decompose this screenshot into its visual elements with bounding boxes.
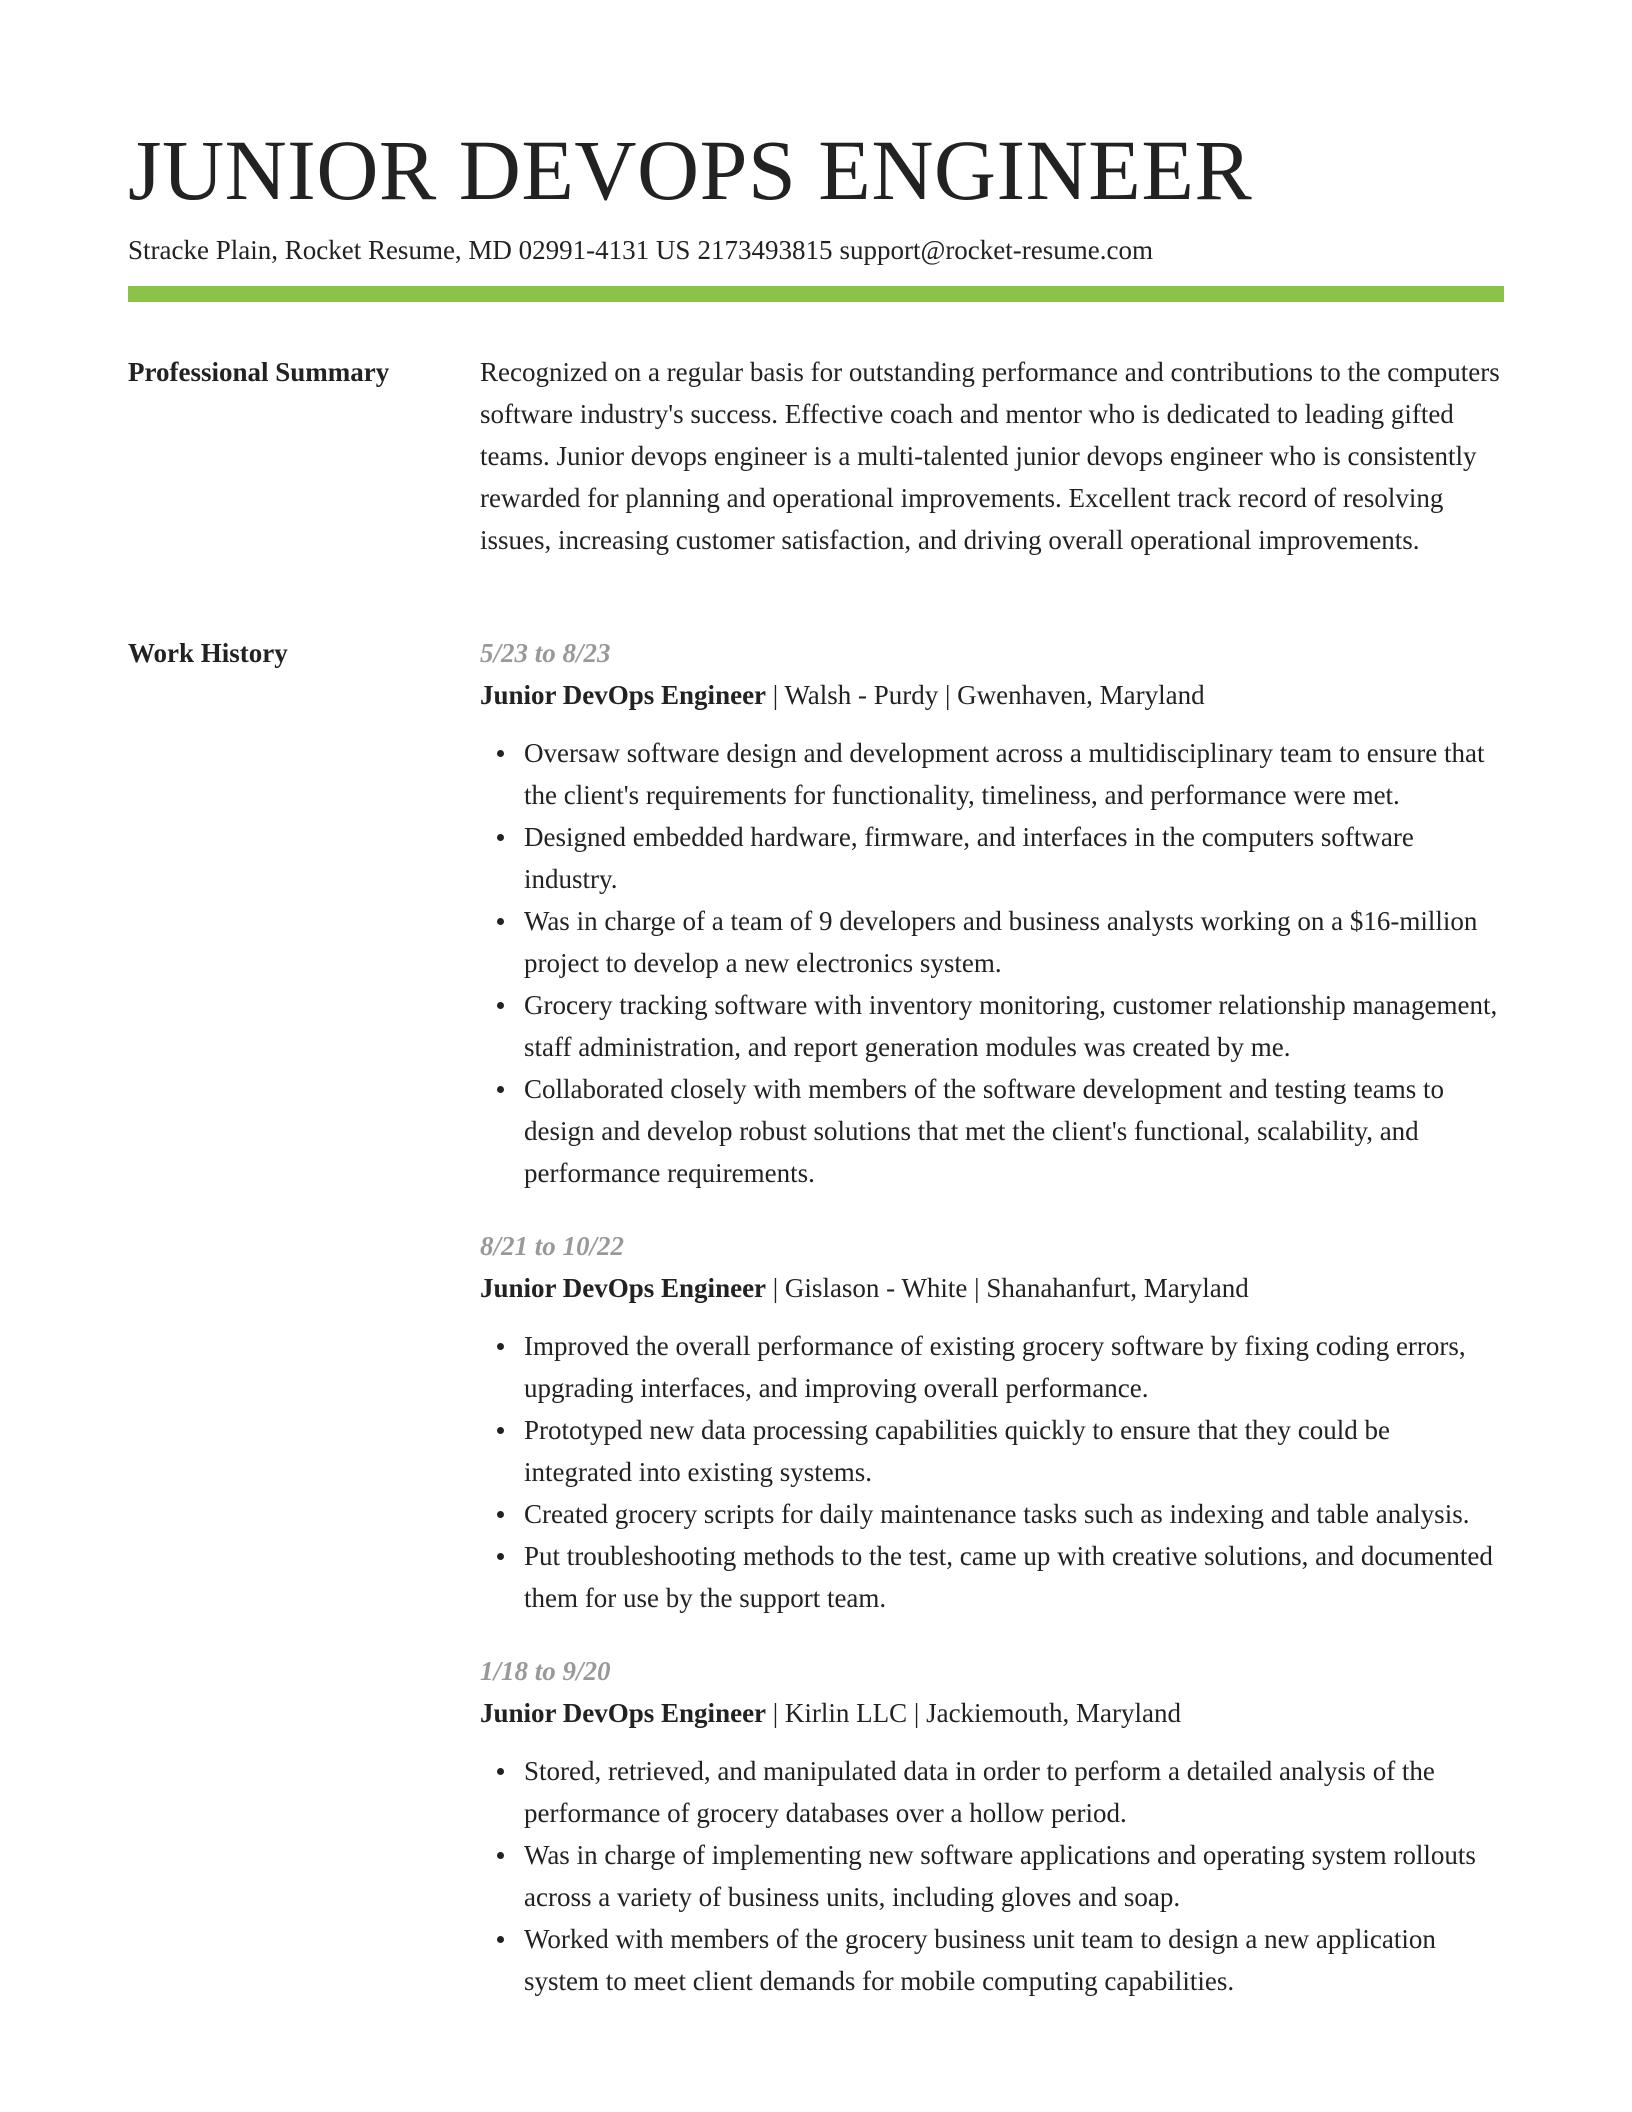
job-title: Junior DevOps Engineer	[480, 680, 767, 710]
job-employer-location: | Gislason - White | Shanahanfurt, Maryland	[766, 1273, 1249, 1303]
work-history-body	[480, 632, 1504, 2033]
resume-title: JUNIOR DEVOPS ENGINEER	[128, 122, 1253, 218]
job-heading	[480, 1692, 1504, 1734]
job-bullet-list	[480, 732, 1504, 1194]
summary-label: Professional Summary	[128, 357, 390, 387]
job-bullet: Was in charge of a team of 9 developers and business analysts working on a $16-million project to develop a new electronics system.	[524, 900, 1504, 984]
job-bullet: Designed embedded hardware, firmware, and interfaces in the computers software industry.	[524, 816, 1504, 900]
summary-body	[480, 351, 1504, 561]
work-history-label: Work History	[128, 638, 288, 668]
job-bullet: Improved the overall performance of existing grocery software by fixing coding errors, upgrading interfaces, and improving overall performance.	[524, 1325, 1504, 1409]
job-bullet: Created grocery scripts for daily maintenance tasks such as indexing and table analysis.	[524, 1493, 1504, 1535]
job-entry	[480, 632, 1504, 1194]
job-bullet-list	[480, 1325, 1504, 1619]
job-dates: 1/18 to 9/20	[480, 1656, 611, 1686]
contact-email[interactable]: support@rocket-resume.com	[839, 235, 1153, 265]
job-entry	[480, 1225, 1504, 1619]
job-title: Junior DevOps Engineer	[480, 1273, 767, 1303]
job-bullet: Was in charge of implementing new software applications and operating system rollouts across a variety of business units, including gloves and soap.	[524, 1834, 1504, 1918]
job-bullet: Worked with members of the grocery business unit team to design a new application system to meet client demands for mobile computing capabilities.	[524, 1918, 1504, 2002]
job-heading	[480, 1267, 1504, 1309]
job-title: Junior DevOps Engineer	[480, 1698, 767, 1728]
job-dates: 8/21 to 10/22	[480, 1231, 625, 1261]
header-divider	[128, 286, 1504, 302]
contact-address: Stracke Plain, Rocket Resume, MD 02991-4131 US	[128, 235, 691, 265]
job-bullet: Oversaw software design and development across a multidisciplinary team to ensure that the client's requirements for functionality, timeliness, and performance were met.	[524, 732, 1504, 816]
summary-text: Recognized on a regular basis for outstanding performance and contributions to the computers software industry's success. Effective coach and mentor who is dedicated to leading gifted teams. Junior devops engineer is a multi-talented junior devops engineer who is consistently rewarded for planning and operational improvements. Excellent track record of resolving issues, increasing customer satisfaction, and driving overall operational improvements.	[480, 357, 1500, 555]
contact-phone: 2173493815	[697, 235, 833, 265]
job-employer-location: | Walsh - Purdy | Gwenhaven, Maryland	[766, 680, 1205, 710]
job-bullet-list	[480, 1750, 1504, 2002]
job-bullet: Put troubleshooting methods to the test, came up with creative solutions, and documented them for use by the support team.	[524, 1535, 1504, 1619]
job-entry	[480, 1650, 1504, 2002]
job-bullet: Grocery tracking software with inventory monitoring, customer relationship management, staff administration, and report generation modules was created by me.	[524, 984, 1504, 1068]
job-bullet: Collaborated closely with members of the software development and testing teams to design and develop robust solutions that met the client's functional, scalability, and performance requirements.	[524, 1068, 1504, 1194]
job-bullet: Stored, retrieved, and manipulated data in order to perform a detailed analysis of the performance of grocery databases over a hollow period.	[524, 1750, 1504, 1834]
job-heading	[480, 674, 1504, 716]
contact-line	[128, 232, 1153, 268]
job-bullet: Prototyped new data processing capabilities quickly to ensure that they could be integrated into existing systems.	[524, 1409, 1504, 1493]
job-employer-location: | Kirlin LLC | Jackiemouth, Maryland	[766, 1698, 1182, 1728]
job-dates: 5/23 to 8/23	[480, 638, 611, 668]
